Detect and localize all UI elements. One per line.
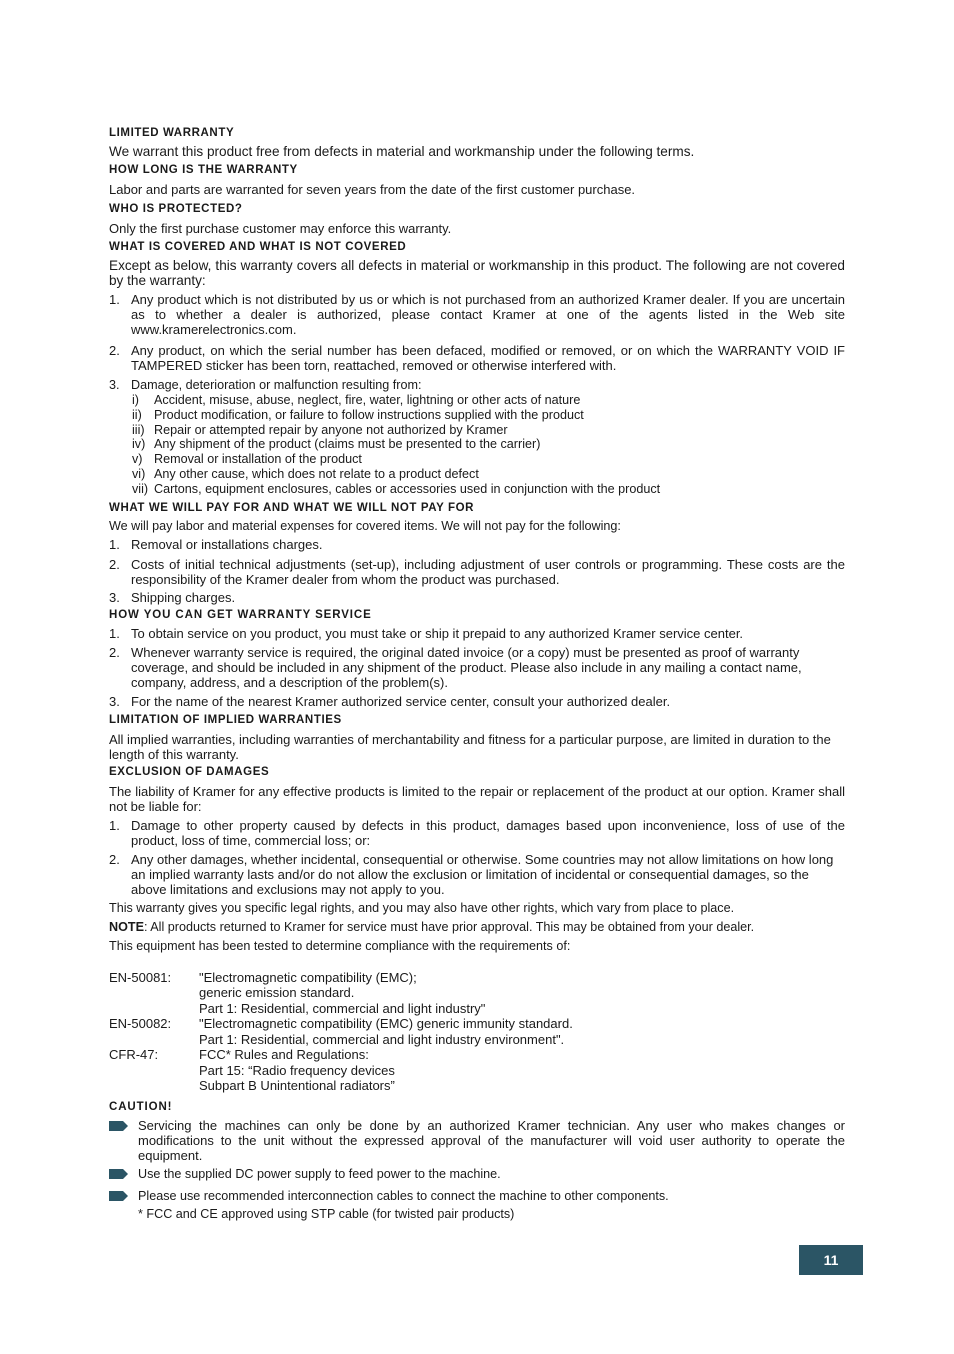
- list-number: 3.: [109, 693, 120, 709]
- arrow-bullet-icon: [109, 1191, 128, 1201]
- list-number: iii): [132, 422, 145, 437]
- list-text: Product modification, or failure to follow instructions supplied with the product: [154, 407, 584, 422]
- heading-service: HOW YOU CAN GET WARRANTY SERVICE: [109, 608, 372, 621]
- heading-what-covered: WHAT IS COVERED AND WHAT IS NOT COVERED: [109, 241, 407, 253]
- pay-item-2: [109, 557, 845, 587]
- list-text: Removal or installation of the product: [154, 452, 362, 467]
- list-text: Damage to other property caused by defects in this product, damages based upon inconvenience, loss of use of the product, loss of time, commercial loss; or:: [131, 817, 845, 848]
- damage-subitem: [109, 467, 845, 482]
- list-text: Whenever warranty service is required, the original dated invoice (or a copy) must be presented as proof of warranty coverage, and should be included in any shipment of the product. Please also include in any mailing a contact name, company, address, and a description of the problem(s).: [131, 644, 802, 690]
- standard-code: EN-50081:: [109, 969, 172, 985]
- page-number: 11: [799, 1245, 863, 1275]
- how-long-text: Labor and parts are warranted for seven years from the date of the first customer purchase.: [109, 182, 636, 197]
- arrow-bullet-icon: [109, 1121, 128, 1131]
- list-number: vi): [132, 466, 146, 481]
- caution-text: Please use recommended interconnection cables to connect the machine to other components.: [138, 1188, 669, 1203]
- heading-how-long: HOW LONG IS THE WARRANTY: [109, 164, 298, 176]
- note-text: : All products returned to Kramer for service must have prior approval. This may be obtained from your dealer.: [143, 919, 755, 934]
- damage-subitem: [109, 423, 845, 438]
- arrow-bullet-icon: [109, 1169, 128, 1179]
- damage-subitem: [109, 452, 845, 467]
- list-number: 1.: [109, 625, 120, 641]
- caution-footnote: * FCC and CE approved using STP cable (for twisted pair products): [138, 1207, 515, 1222]
- standard-line: Part 1: Residential, commercial and light industry environment".: [199, 1031, 565, 1047]
- rights-text: This warranty gives you specific legal rights, and you may also have other rights, which vary from place to place.: [109, 900, 735, 915]
- list-number: 3.: [109, 589, 120, 605]
- note-line: [109, 920, 845, 935]
- standard-line: "Electromagnetic compatibility (EMC);: [199, 969, 417, 985]
- heading-caution: CAUTION!: [109, 1100, 173, 1113]
- list-number: 1.: [109, 817, 120, 833]
- service-item-3: [109, 694, 845, 709]
- standard-line: Subpart B Unintentional radiators”: [199, 1078, 395, 1094]
- service-item-2: [109, 645, 845, 690]
- standard-en-50081: [109, 970, 845, 1017]
- pay-item-1: [109, 537, 845, 552]
- list-number: 2.: [109, 851, 120, 867]
- covered-item-1: [109, 292, 845, 337]
- list-text: Cartons, equipment enclosures, cables or accessories used in conjunction with the product: [154, 481, 661, 496]
- what-covered-text: Except as below, this warranty covers all defects in material or workmanship in this product. The following are not covered by the warranty:: [109, 258, 845, 288]
- caution-bullet-1: [109, 1118, 845, 1164]
- exclusion-text: The liability of Kramer for any effective products is limited to the repair or replacement of the product at our option. Kramer shall not be liable for:: [109, 783, 845, 814]
- covered-item-2: [109, 343, 845, 373]
- limited-warranty-text: We warrant this product free from defects in material and workmanship under the following terms.: [109, 144, 695, 159]
- standard-line: Part 15: “Radio frequency devices: [199, 1062, 395, 1078]
- damage-subitem: [109, 437, 845, 452]
- list-text: Removal or installations charges.: [131, 536, 323, 552]
- damage-subitem: [109, 408, 845, 423]
- list-number: 2.: [109, 343, 120, 358]
- heading-exclusion: EXCLUSION OF DAMAGES: [109, 765, 270, 778]
- list-number: 2.: [109, 644, 120, 660]
- standard-code: CFR-47:: [109, 1047, 159, 1063]
- limitation-text: All implied warranties, including warranties of merchantability and fitness for a particular purpose, are limited in duration to the length of this warranty.: [109, 731, 831, 762]
- standard-code: EN-50082:: [109, 1016, 172, 1032]
- heading-who-protected: WHO IS PROTECTED?: [109, 203, 243, 215]
- list-number: v): [132, 452, 143, 467]
- list-number: 2.: [109, 556, 120, 572]
- list-text: Costs of initial technical adjustments (set-up), including adjustment of user controls or programming. These costs are the responsibility of the Kramer dealer from whom the product was purchased.: [131, 556, 845, 587]
- list-text: Any product, on which the serial number has been defaced, modified or removed, or on which the WARRANTY VOID IF TAMPERED sticker has been torn, reattached, removed or otherwise interfered with.: [131, 343, 845, 373]
- list-text: Damage, deterioration or malfunction resulting from:: [131, 378, 422, 392]
- pay-item-3: [109, 590, 845, 605]
- heading-pay: WHAT WE WILL PAY FOR AND WHAT WE WILL NOT PAY FOR: [109, 501, 475, 514]
- warranty-content: [109, 126, 845, 1222]
- standard-line: "Electromagnetic compatibility (EMC) generic immunity standard.: [199, 1016, 573, 1032]
- list-text: Any product which is not distributed by us or which is not purchased from an authorized Kramer dealer. If you are uncertain as to whether a dealer is authorized, please contact Kramer at one of the agents listed in the Web site www.kramerelectronics.com.: [131, 292, 845, 337]
- service-item-1: [109, 626, 845, 641]
- standard-line: generic emission standard.: [199, 985, 355, 1001]
- caution-text: Use the supplied DC power supply to feed power to the machine.: [138, 1167, 501, 1182]
- who-protected-text: Only the first purchase customer may enforce this warranty.: [109, 221, 452, 236]
- list-text: Any other cause, which does not relate to a product defect: [154, 466, 479, 481]
- list-number: 3.: [109, 378, 120, 392]
- damage-subitem: [109, 393, 845, 408]
- caution-text: Servicing the machines can only be done by an authorized Kramer technician. Any user who makes changes or modifications to the unit without the expressed approval of the manufacturer will void user authority to operate the equipment.: [138, 1117, 845, 1164]
- exclusion-item-2: [109, 852, 845, 897]
- list-text: Any shipment of the product (claims must be presented to the carrier): [154, 437, 541, 452]
- heading-limitation: LIMITATION OF IMPLIED WARRANTIES: [109, 713, 342, 726]
- caution-bullet-3: [109, 1188, 845, 1204]
- standard-line: FCC* Rules and Regulations:: [199, 1047, 369, 1063]
- list-text: For the name of the nearest Kramer authorized service center, consult your authorized dealer.: [131, 693, 671, 709]
- list-number: 1.: [109, 292, 120, 307]
- standard-cfr-47: [109, 1047, 845, 1094]
- standard-line: Part 1: Residential, commercial and light industry": [199, 1000, 486, 1016]
- note-label: NOTE: [109, 919, 144, 934]
- list-text: Accident, misuse, abuse, neglect, fire, water, lightning or other acts of nature: [154, 393, 581, 407]
- standard-en-50082: [109, 1016, 845, 1047]
- list-number: 1.: [109, 536, 120, 552]
- list-text: Repair or attempted repair by anyone not authorized by Kramer: [154, 422, 508, 437]
- list-number: vii): [132, 481, 149, 496]
- list-text: To obtain service on you product, you must take or ship it prepaid to any authorized Kramer service center.: [131, 625, 744, 641]
- list-number: ii): [132, 407, 142, 422]
- list-number: iv): [132, 437, 146, 452]
- list-text: Shipping charges.: [131, 589, 236, 605]
- exclusion-item-1: [109, 818, 845, 848]
- damage-subitem: [109, 482, 845, 497]
- heading-limited-warranty: LIMITED WARRANTY: [109, 127, 235, 139]
- covered-item-3: [109, 378, 845, 393]
- pay-text: We will pay labor and material expenses for covered items. We will not pay for the following:: [109, 518, 621, 533]
- caution-bullet-2: [109, 1166, 845, 1182]
- list-number: i): [132, 393, 139, 407]
- list-text: Any other damages, whether incidental, consequential or otherwise. Some countries may not allow limitations on how long an implied warranty lasts and/or do not allow the exclusion or limitation of incidental or consequential damages, so the above limitations and exclusions may not apply to you.: [131, 851, 834, 897]
- compliance-text: This equipment has been tested to determine compliance with the requirements of:: [109, 938, 571, 953]
